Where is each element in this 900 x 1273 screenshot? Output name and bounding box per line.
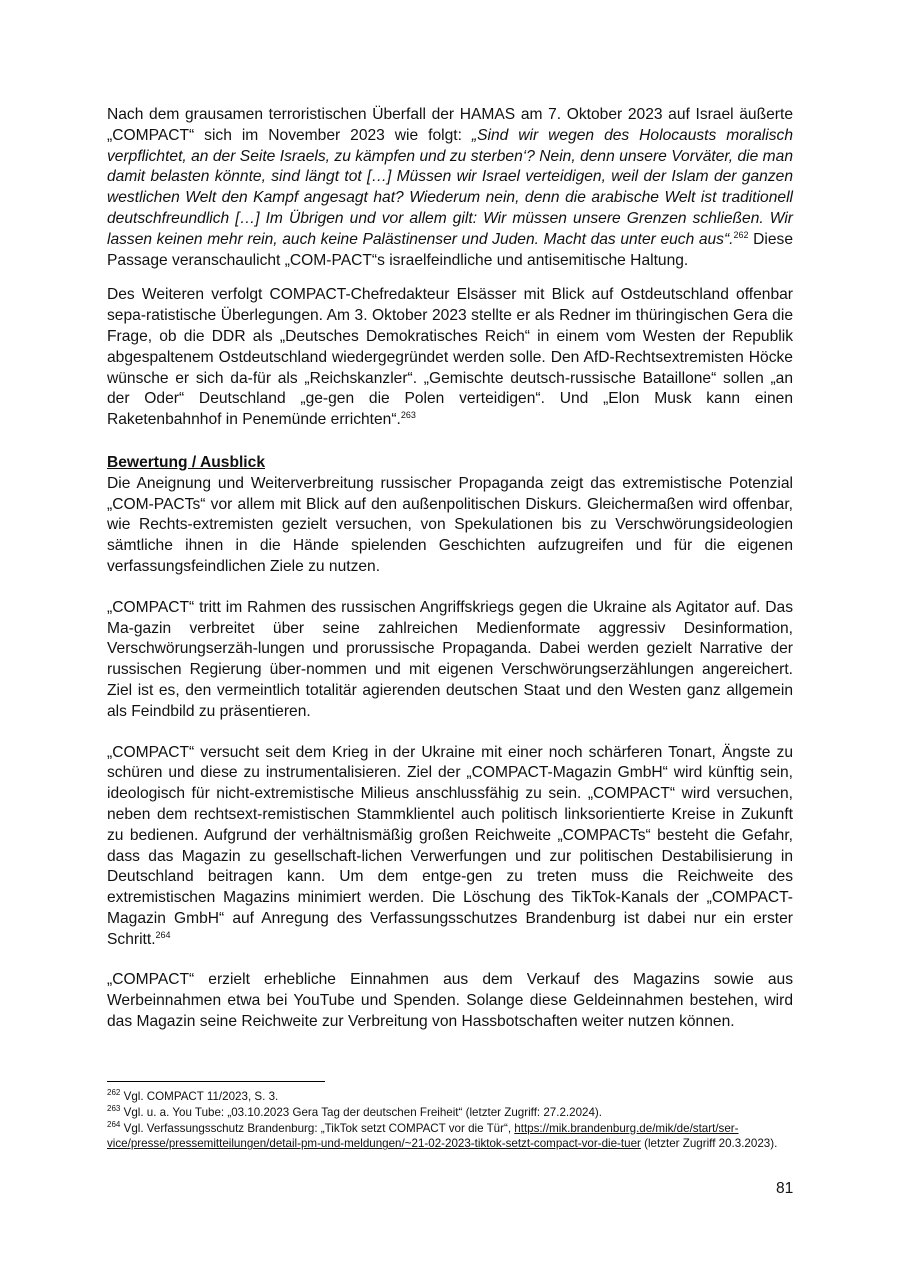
footnote-263: $^{263}$ Vgl. u. a. You Tube: „03.10.2023 Gera Tag der deutschen Freiheit“ (letzter Zugriff: 27.2.2024). [107,1103,603,1119]
paragraph-elsaesser [107,285,793,431]
page-number: 81 [776,1180,794,1197]
paragraph-hamas-quote [107,105,793,271]
paragraph-text: Diese Passage veranschaulicht „COM-PACT“s israelfeindliche und antisemitische Haltung. [107,230,793,269]
footnote-264: $^{264}$ Vgl. Verfassungsschutz Brandenburg: „TikTok setzt COMPACT vor die Tür“, https://mik.brandenburg.de/mik/de/start/ser-vice/presse/pressemitteilungen/detail-pm-und-meldungen/~21-02-2023-tiktok-setzt-compact-vor-die-tuer (letzter Zugriff 20.3.2023). [107,1119,778,1151]
footnote-link[interactable]: https://mik.brandenburg.de/mik/de/start/ser-vice/presse/pressemitteilungen/detail-pm-und-meldungen/~21-02-2023-tiktok-setzt-compact-vor-die-tuer [107,1121,739,1151]
footnote-divider [107,1081,325,1082]
paragraph-text: Des Weiteren verfolgt COMPACT-Chefredakteur Elsässer mit Blick auf Ostdeutschland offenbar sepa-ratistische Überlegungen. Am 3. Oktober 2023 stellte er als Redner im thüringischen Gera die Frage, ob die DDR als „Deutsches Demokratisches Reich“ in einem vom Westen der Republik abgespaltenem Ostdeutschland wiedergegründet werden solle. Den AfD-Rechtsextremisten Höcke wünsche er sich da-für als „Reichskanzler“. „Gemischte deutsch-russische Bataillone“ sollen „an der Oder“ Deutschland „ge-gen die Polen verteidigen“. Und „Elon Musk kann einen Raketenbahnhof in Penemünde errichten“. [107,286,793,429]
footnote-ref-262[interactable]: 262 [733,229,749,240]
section-heading: Bewertung / Ausblick [107,453,265,471]
footnote-ref-263[interactable]: 263 [400,409,416,420]
footnotes [107,1089,793,1152]
compact-quote: „Sind wir wegen des Holocausts moralisch verpflichtet, an der Seite Israels, zu kämpfen und zu sterben‘? Nein, denn unsere Vorväter, die man damit belasten könnte, sind längt tot […] Müssen wir Israel verteidigen, weil der Islam der ganzen westlichen Welt den Kampf angesagt hat? Wiederum nein, denn die arabische Welt ist traditionell deutschfreundlich […] Im Übrigen und vor allem gilt: Wir müssen unsere Grenzen schließen. Wir lassen keinen mehr rein, auch keine Palästinenser und Juden. Macht das unter euch aus“. [107,126,793,248]
paragraph-text: „COMPACT“ versucht seit dem Krieg in der Ukraine mit einer noch schärferen Tonart, Ängste zu schüren und diese zu instrumentalisieren. Ziel der „COMPACT-Magazin GmbH“ wird künftig sein, ideologisch für nicht-extremistische Milieus anschlussfähig zu sein. „COMPACT“ wird versuchen, neben dem rechtsext-remistischen Stammklientel auch politisch linksorientierte Kreise in Zukunft zu bedienen. Aufgrund der verhältnismäßig großen Reichweite „COMPACTs“ besteht die Gefahr, dass das Magazin zu gesellschaft-lichen Verwerfungen und zur politischen Destabilisierung in Deutschland beitragen kann. Um dem entge-gen zu treten muss die Reichweite des extremistischen Magazins minimiert werden. Die Löschung des TikTok-Kanals der „COMPACT-Magazin GmbH“ auf Anregung des Verfassungsschutzes Brandenburg ist dabei nur ein erster Schritt. [107,743,793,948]
paragraph-assessment: Die Aneignung und Weiterverbreitung russischer Propaganda zeigt das extremistische Potenzial „COM-PACTs“ vor allem mit Blick auf den außenpolitischen Diskurs. Gleichermaßen wird offenbar, wie Rechts-extremisten gezielt versuchen, von Spekulationen bis zu Verschwörungsideologien sämtliche ihnen in die Hände spielenden Geschichten aufzugreifen und für die eigenen verfassungsfeindlichen Ziele zu nutzen. [107,474,793,575]
paragraph-agitator: „COMPACT“ tritt im Rahmen des russischen Angriffskriegs gegen die Ukraine als Agitator auf. Das Ma-gazin verbreitet über seine zahlreichen Medienformate aggressiv Desinformation, Verschwörungserzäh-lungen und prorussische Propaganda. Dabei werden gezielt Narrative der russischen Regierung über-nommen und mit eigenen Verschwörungserzählungen angereichert. Ziel ist es, den vermeintlich totalitär agierenden deutschen Staat und den Westen ganz allgemein als Feindbild zu präsentieren. [107,598,793,720]
paragraph-tonart [107,743,793,951]
paragraph-einnahmen: „COMPACT“ erzielt erhebliche Einnahmen aus dem Verkauf des Magazins sowie aus Werbeinnahmen etwa bei YouTube und Spenden. Solange diese Geldeinnahmen bestehen, wird das Magazin seine Reichweite zur Verbreitung von Hassbotschaften weiter nutzen können. [107,971,793,1031]
footnote-262: $^{262}$ Vgl. COMPACT 11/2023, S. 3. [107,1088,279,1103]
footnote-ref-264[interactable]: 264 [155,929,171,940]
page-body [107,105,793,1033]
paragraph-text: Nach dem grausamen terroristischen Überfall der HAMAS am 7. Oktober 2023 auf Israel äußerte „COMPACT“ sich im November 2023 wie folgt: [107,106,793,144]
